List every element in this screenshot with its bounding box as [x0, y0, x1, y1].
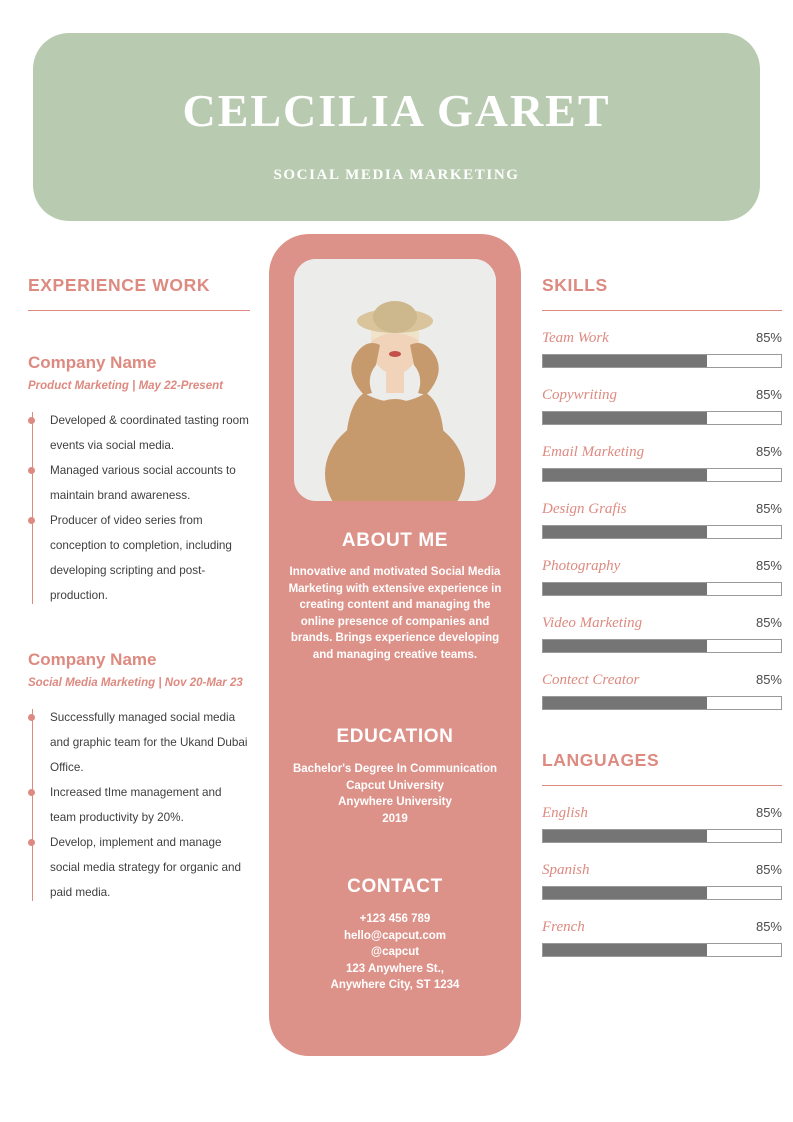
company-name: Company Name [28, 353, 157, 372]
skill-bar-fill [543, 640, 707, 652]
list-item: Successfully managed social media and graphic team for the Ukand Dubai Office. [50, 705, 250, 780]
experience-column [28, 275, 250, 905]
contact-address-line-1: 123 Anywhere St., [345, 962, 444, 975]
skill-bar [542, 639, 782, 653]
language-percent: 85% [755, 862, 782, 877]
education-line: Bachelor's Degree In Communication [292, 763, 498, 775]
skills-column [542, 275, 782, 957]
skill-item [542, 501, 782, 539]
contact-section [269, 876, 521, 994]
portrait-illustration [294, 259, 496, 501]
education-line: Anywhere University [338, 796, 452, 808]
languages-section-title: LANGUAGES [542, 750, 660, 770]
bullet-timeline [32, 709, 33, 901]
skill-percent: 85% [755, 615, 782, 630]
skill-label: Video Marketing [542, 615, 643, 631]
list-item: Develop, implement and manage social media strategy for organic and paid media. [50, 830, 250, 905]
skill-item [542, 330, 782, 368]
skill-percent: 85% [755, 501, 782, 516]
education-line: Capcut University [346, 779, 444, 792]
skill-bar [542, 411, 782, 425]
skill-item [542, 558, 782, 596]
skills-section-title: SKILLS [542, 275, 608, 295]
avatar [294, 259, 496, 501]
skill-bar-fill [543, 526, 707, 538]
language-bar-fill [543, 944, 707, 956]
skill-bar [542, 582, 782, 596]
company-name: Company Name [28, 650, 157, 669]
skill-label: Copywriting [542, 387, 618, 403]
job-bullets [28, 705, 250, 905]
list-item: Increased tIme management and team productivity by 20%. [50, 780, 250, 830]
job-bullets [28, 408, 250, 608]
profile-card [269, 234, 521, 1056]
skill-bar [542, 696, 782, 710]
about-title: ABOUT ME [341, 530, 449, 551]
education-section [269, 726, 521, 827]
header-subtitle: SOCIAL MEDIA MARKETING [273, 167, 520, 183]
about-text: Innovative and motivated Social Media Marketing with extensive experience in creating content and managing the online presence of companies and brands. Brings experience developing and managing creative teams. [288, 566, 502, 661]
header-banner [33, 33, 760, 221]
skill-percent: 85% [755, 387, 782, 402]
list-item: Developed & coordinated tasting room events via social media. [50, 408, 250, 458]
list-item: Managed various social accounts to maintain brand awareness. [50, 458, 250, 508]
list-item: Producer of video series from conception to completion, including developing scripting and post-production. [50, 508, 250, 608]
experience-section-title: EXPERIENCE WORK [28, 275, 211, 295]
skill-bar [542, 468, 782, 482]
language-bar [542, 943, 782, 957]
skill-bar-fill [543, 469, 707, 481]
education-line: 2019 [382, 812, 408, 825]
language-item [542, 805, 782, 843]
language-item [542, 862, 782, 900]
language-bar-fill [543, 887, 707, 899]
skill-label: Email Marketing [542, 444, 645, 460]
language-percent: 85% [755, 919, 782, 934]
skill-item [542, 672, 782, 710]
skill-percent: 85% [755, 558, 782, 573]
about-section [269, 530, 521, 663]
language-percent: 85% [755, 805, 782, 820]
education-lines [269, 761, 521, 827]
skill-bar-fill [543, 583, 707, 595]
section-divider [542, 310, 782, 311]
skill-bar-fill [543, 355, 707, 367]
skill-percent: 85% [755, 444, 782, 459]
bullet-timeline [32, 412, 33, 604]
skill-label: Photography [542, 558, 621, 574]
skill-label: Team Work [542, 330, 609, 346]
contact-lines [269, 911, 521, 994]
language-label: French [542, 919, 585, 935]
skill-item [542, 387, 782, 425]
language-bar-fill [543, 830, 707, 842]
skill-bar [542, 525, 782, 539]
section-divider [542, 785, 782, 786]
section-divider [28, 310, 250, 311]
job-meta: Product Marketing | May 22-Present [28, 380, 223, 392]
language-bar [542, 829, 782, 843]
language-label: English [542, 805, 588, 821]
skill-bar-fill [543, 412, 707, 424]
contact-email[interactable]: hello@capcut.com [344, 929, 446, 942]
page-title: CELCILIA GARET [182, 85, 611, 136]
experience-item [28, 650, 250, 905]
skill-percent: 85% [755, 330, 782, 345]
contact-handle[interactable]: @capcut [370, 946, 420, 958]
contact-title: CONTACT [347, 876, 443, 897]
language-item [542, 919, 782, 957]
job-meta: Social Media Marketing | Nov 20-Mar 23 [28, 677, 243, 689]
experience-item [28, 353, 250, 608]
skill-percent: 85% [755, 672, 782, 687]
skill-bar-fill [543, 697, 707, 709]
contact-address-line-2: Anywhere City, ST 1234 [330, 979, 460, 991]
skill-item [542, 615, 782, 653]
skill-bar [542, 354, 782, 368]
contact-phone[interactable]: +123 456 789 [359, 913, 431, 925]
language-bar [542, 886, 782, 900]
language-label: Spanish [542, 862, 590, 878]
education-title: EDUCATION [336, 726, 454, 747]
skill-item [542, 444, 782, 482]
skill-label: Contect Creator [542, 672, 640, 688]
skill-label: Design Grafis [542, 501, 627, 517]
